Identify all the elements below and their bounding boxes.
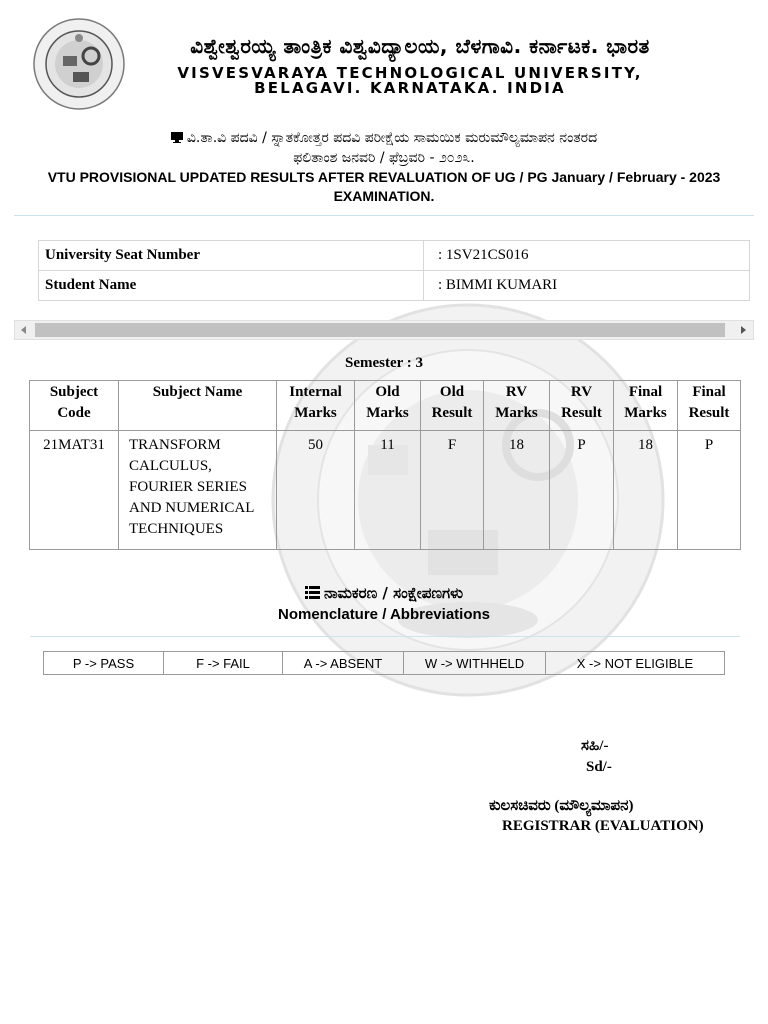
old-marks: 11 bbox=[355, 431, 421, 550]
exam-subtitle-en-line1: VTU PROVISIONAL UPDATED RESULTS AFTER REVALUATION OF UG / PG January / February - 2023 bbox=[47, 169, 721, 185]
subject-name-line: CALCULUS, bbox=[129, 458, 212, 474]
university-title-line2: BELAGAVI. KARNATAKA. INDIA bbox=[254, 79, 566, 97]
abbreviations-divider bbox=[30, 636, 740, 637]
header-old-marks bbox=[355, 381, 421, 431]
abbr-absent: A -> ABSENT bbox=[283, 652, 404, 675]
header-text: RV bbox=[570, 384, 593, 400]
header-rv-result bbox=[550, 381, 614, 431]
final-result: P bbox=[678, 431, 741, 550]
exam-subtitle-kn-line1: ವಿ.ತಾ.ವಿ ಪದವಿ / ಸ್ನಾತಕೋತ್ತರ ಪದವಿ ಪರೀಕ್ಷೆಯ ಸಾಮಯಿಕ ಮರುಮೌಲ್ಯಮಾಪನ ನಂತರದ bbox=[186, 130, 598, 146]
header-text: RV bbox=[505, 384, 528, 400]
header-final-result bbox=[678, 381, 741, 431]
signature-kannada: ಸಹಿ/- bbox=[581, 738, 609, 754]
subject-name bbox=[119, 431, 277, 550]
header-text: Result bbox=[431, 405, 473, 421]
usn-label: University Seat Number bbox=[39, 241, 424, 271]
header-text: Code bbox=[57, 405, 91, 421]
subject-name-line: TECHNIQUES bbox=[129, 521, 224, 537]
header-text: Marks bbox=[366, 405, 409, 421]
exam-subtitle-en-line2: EXAMINATION. bbox=[333, 188, 435, 204]
monitor-icon bbox=[171, 132, 183, 143]
signature-english: Sd/- bbox=[586, 759, 612, 775]
results-header-row bbox=[30, 381, 741, 431]
header-text: Subject bbox=[49, 384, 99, 400]
header-divider bbox=[14, 215, 754, 216]
student-name-row bbox=[39, 271, 750, 301]
header-text: Old bbox=[375, 384, 400, 400]
university-title-line1: VISVESVARAYA TECHNOLOGICAL UNIVERSITY, bbox=[177, 64, 643, 82]
list-icon bbox=[305, 586, 320, 599]
scroll-right-arrow-icon[interactable] bbox=[741, 326, 746, 334]
registrar-english: REGISTRAR (EVALUATION) bbox=[502, 818, 704, 834]
usn-value: : 1SV21CS016 bbox=[424, 241, 750, 271]
header-text: Marks bbox=[495, 405, 538, 421]
header-final-marks bbox=[614, 381, 678, 431]
horizontal-scrollbar[interactable] bbox=[14, 320, 754, 340]
student-name-label: Student Name bbox=[39, 271, 424, 301]
student-info-table bbox=[38, 240, 750, 301]
subject-name-line: AND NUMERICAL bbox=[129, 500, 255, 516]
university-seal-icon bbox=[33, 18, 125, 110]
internal-marks: 50 bbox=[277, 431, 355, 550]
header-text: Result bbox=[688, 405, 730, 421]
old-result: F bbox=[421, 431, 484, 550]
student-name-value: : BIMMI KUMARI bbox=[424, 271, 750, 301]
semester-label: Semester : 3 bbox=[344, 355, 424, 371]
university-title-kannada: ವಿಶ್ವೇಶ್ವರಯ್ಯ ತಾಂತ್ರಿಕ ವಿಶ್ವವಿದ್ಯಾಲಯ, ಬೆಳಗಾವಿ. ಕರ್ನಾಟಕ. ಭಾರತ bbox=[190, 34, 650, 58]
header-text: Marks bbox=[294, 405, 337, 421]
subject-name-line: TRANSFORM bbox=[129, 437, 221, 453]
abbreviations-title-kn-text: ನಾಮಕರಣ / ಸಂಕ್ಷೇಪಣಗಳು bbox=[323, 584, 464, 602]
subject-code: 21MAT31 bbox=[30, 431, 119, 550]
abbreviations-title-english: Nomenclature / Abbreviations bbox=[278, 606, 490, 623]
abbr-fail: F -> FAIL bbox=[164, 652, 283, 675]
header-rv-marks bbox=[484, 381, 550, 431]
university-title-english bbox=[140, 66, 680, 96]
header-old-result bbox=[421, 381, 484, 431]
abbr-withheld: W -> WITHHELD bbox=[404, 652, 546, 675]
rv-result: P bbox=[550, 431, 614, 550]
abbreviations-table bbox=[43, 651, 725, 675]
header-subject-name bbox=[119, 381, 277, 431]
exam-subtitle-kannada bbox=[30, 128, 738, 168]
abbr-pass: P -> PASS bbox=[44, 652, 164, 675]
registrar-kannada: ಕುಲಸಚಿವರು (ಮೌಲ್ಯಮಾಪನ) bbox=[489, 798, 634, 814]
header-internal-marks bbox=[277, 381, 355, 431]
header-subject-code bbox=[30, 381, 119, 431]
abbreviations-row bbox=[44, 652, 725, 675]
scrollbar-thumb[interactable] bbox=[35, 323, 725, 337]
abbreviations-title-kannada bbox=[230, 584, 538, 602]
header-text: Result bbox=[561, 405, 602, 421]
results-table bbox=[29, 380, 741, 550]
header-text: Final bbox=[692, 384, 726, 400]
scroll-left-arrow-icon[interactable] bbox=[21, 326, 26, 334]
rv-marks: 18 bbox=[484, 431, 550, 550]
subject-name-line: FOURIER SERIES bbox=[129, 479, 247, 495]
header-text: Final bbox=[628, 384, 663, 400]
table-row bbox=[30, 431, 741, 550]
header-text: Subject Name bbox=[152, 384, 243, 400]
final-marks: 18 bbox=[614, 431, 678, 550]
header-text: Internal bbox=[289, 384, 342, 400]
header-text: Old bbox=[439, 384, 465, 400]
exam-subtitle-kn-line2: ಫಲಿತಾಂಶ ಜನವರಿ / ಫೆಬ್ರವರಿ - ೨೦೨೩. bbox=[293, 150, 475, 166]
exam-subtitle-english bbox=[30, 168, 738, 206]
header-text: Marks bbox=[624, 405, 667, 421]
abbr-not-eligible: X -> NOT ELIGIBLE bbox=[546, 652, 725, 675]
usn-row bbox=[39, 241, 750, 271]
